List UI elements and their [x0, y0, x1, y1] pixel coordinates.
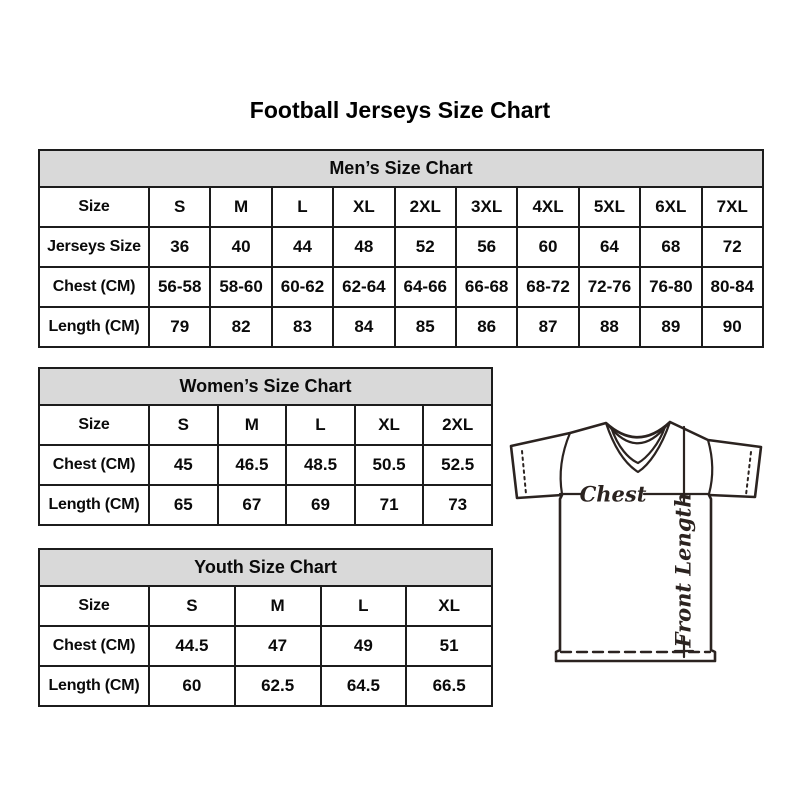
mens-size-chart-table [38, 149, 764, 348]
cell-value: 62-64 [333, 267, 394, 307]
cell-value: 68 [640, 227, 701, 267]
cell-value: 86 [456, 307, 517, 347]
cell-value: 56 [456, 227, 517, 267]
table-row [39, 445, 492, 485]
cell-value: 79 [149, 307, 210, 347]
table-header-row [39, 405, 492, 445]
size-column-header: 7XL [702, 187, 763, 227]
cell-value: 62.5 [235, 666, 321, 706]
table-title-row [39, 150, 763, 187]
table-row [39, 666, 492, 706]
jersey-measurement-diagram [503, 400, 773, 670]
chest-label: Chest [579, 481, 647, 507]
cell-value: 40 [210, 227, 271, 267]
table-title: Youth Size Chart [39, 549, 492, 586]
table-row [39, 227, 763, 267]
cell-value: 58-60 [210, 267, 271, 307]
size-column-header: S [149, 586, 235, 626]
cell-value: 64.5 [321, 666, 407, 706]
page-title: Football Jerseys Size Chart [249, 97, 551, 123]
size-column-header: S [149, 405, 218, 445]
cell-value: 73 [423, 485, 492, 525]
cell-value: 66.5 [406, 666, 492, 706]
row-label: Chest (CM) [39, 445, 149, 485]
size-column-header: 2XL [395, 187, 456, 227]
size-column-header: XL [333, 187, 394, 227]
cell-value: 84 [333, 307, 394, 347]
size-column-header: 2XL [423, 405, 492, 445]
row-label: Jerseys Size [39, 227, 149, 267]
cell-value: 71 [355, 485, 424, 525]
cell-value: 60 [517, 227, 578, 267]
cell-value: 44 [272, 227, 333, 267]
table-row [39, 267, 763, 307]
size-column-header: S [149, 187, 210, 227]
table-title: Women’s Size Chart [39, 368, 492, 405]
cell-value: 88 [579, 307, 640, 347]
row-label: Length (CM) [39, 485, 149, 525]
cell-value: 82 [210, 307, 271, 347]
cell-value: 51 [406, 626, 492, 666]
cell-value: 72-76 [579, 267, 640, 307]
size-column-header: L [286, 405, 355, 445]
cell-value: 48 [333, 227, 394, 267]
cell-value: 83 [272, 307, 333, 347]
size-column-header: 6XL [640, 187, 701, 227]
table-row [39, 307, 763, 347]
cell-value: 47 [235, 626, 321, 666]
jersey-body-outline [511, 422, 761, 661]
table-row [39, 485, 492, 525]
cell-value: 85 [395, 307, 456, 347]
size-column-header: M [210, 187, 271, 227]
cell-value: 52 [395, 227, 456, 267]
table-title: Men’s Size Chart [39, 150, 763, 187]
table-title-row [39, 368, 492, 405]
table-header-row [39, 187, 763, 227]
table-header-row [39, 586, 492, 626]
size-column-header: XL [406, 586, 492, 626]
jersey-illustration [503, 400, 773, 670]
cell-value: 44.5 [149, 626, 235, 666]
cell-value: 69 [286, 485, 355, 525]
womens-size-chart-table [38, 367, 493, 526]
cell-value: 60-62 [272, 267, 333, 307]
cell-value: 72 [702, 227, 763, 267]
size-column-header: L [321, 586, 407, 626]
cell-value: 48.5 [286, 445, 355, 485]
size-header-cell: Size [39, 586, 149, 626]
youth-size-chart-table [38, 548, 493, 707]
cell-value: 60 [149, 666, 235, 706]
cell-value: 64 [579, 227, 640, 267]
size-header-cell: Size [39, 187, 149, 227]
size-column-header: M [235, 586, 321, 626]
cell-value: 56-58 [149, 267, 210, 307]
row-label: Chest (CM) [39, 626, 149, 666]
cell-value: 80-84 [702, 267, 763, 307]
cell-value: 64-66 [395, 267, 456, 307]
cell-value: 89 [640, 307, 701, 347]
cell-value: 50.5 [355, 445, 424, 485]
size-column-header: 4XL [517, 187, 578, 227]
cell-value: 87 [517, 307, 578, 347]
cell-value: 76-80 [640, 267, 701, 307]
size-column-header: L [272, 187, 333, 227]
size-column-header: XL [355, 405, 424, 445]
table-row [39, 626, 492, 666]
cell-value: 52.5 [423, 445, 492, 485]
cell-value: 45 [149, 445, 218, 485]
cell-value: 68-72 [517, 267, 578, 307]
size-column-header: M [218, 405, 287, 445]
cell-value: 67 [218, 485, 287, 525]
front-length-label: Front Length [670, 492, 696, 648]
table-title-row [39, 549, 492, 586]
cell-value: 49 [321, 626, 407, 666]
cell-value: 46.5 [218, 445, 287, 485]
cell-value: 66-68 [456, 267, 517, 307]
cell-value: 36 [149, 227, 210, 267]
size-column-header: 3XL [456, 187, 517, 227]
cell-value: 90 [702, 307, 763, 347]
cell-value: 65 [149, 485, 218, 525]
row-label: Chest (CM) [39, 267, 149, 307]
row-label: Length (CM) [39, 307, 149, 347]
size-header-cell: Size [39, 405, 149, 445]
size-column-header: 5XL [579, 187, 640, 227]
row-label: Length (CM) [39, 666, 149, 706]
